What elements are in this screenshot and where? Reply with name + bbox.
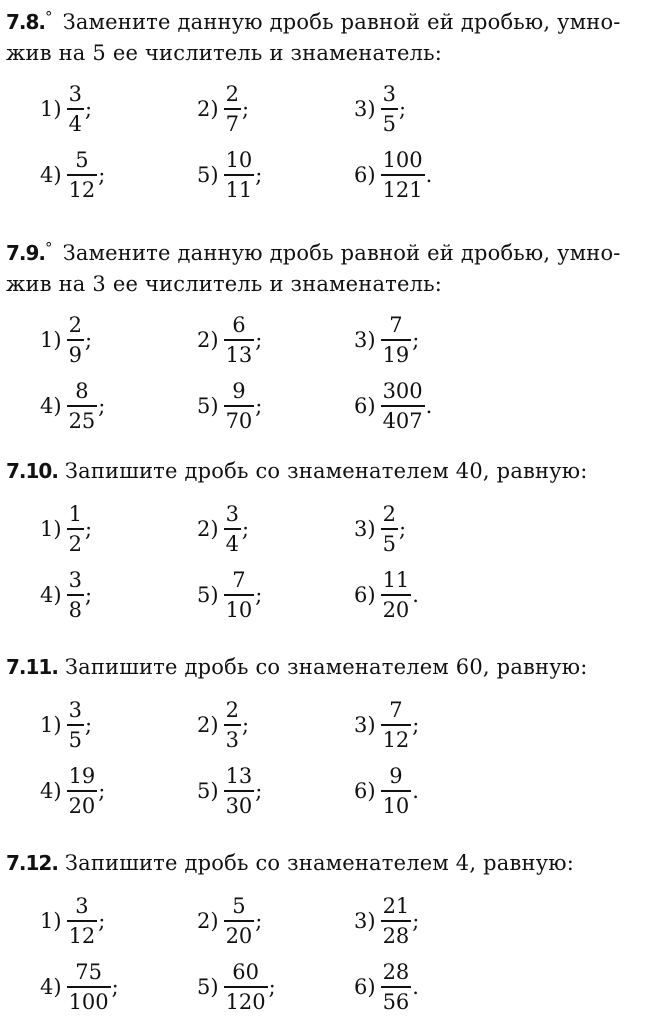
fraction: [381, 893, 412, 949]
item-label: 5): [197, 163, 219, 187]
fraction: [381, 312, 412, 368]
fraction: [224, 147, 255, 203]
problem-7-10: [0, 456, 666, 627]
denominator: 13: [225, 343, 253, 367]
denominator: 5: [382, 532, 396, 556]
denominator: 11: [225, 178, 253, 202]
fraction-grid: [0, 695, 666, 823]
problem-7-12: [0, 848, 666, 1019]
numerator: 21: [382, 894, 410, 918]
fraction: [67, 959, 111, 1015]
punctuation: .: [412, 583, 419, 607]
denominator: 5: [382, 112, 396, 136]
item-label: 1): [40, 97, 62, 121]
problem-statement: [0, 848, 666, 879]
punctuation: ;: [84, 328, 93, 352]
item-3: [354, 310, 419, 370]
numerator: 5: [75, 148, 89, 172]
item-3: [354, 499, 406, 559]
numerator: 5: [232, 894, 246, 918]
item-label: 4): [40, 583, 62, 607]
statement-line-1: Замените данную дробь равной ей дробью, умно-: [62, 10, 621, 34]
punctuation: ;: [255, 394, 263, 418]
numerator: 300: [382, 379, 423, 403]
item-label: 6): [354, 975, 376, 999]
punctuation: ;: [98, 909, 106, 933]
punctuation: ;: [111, 975, 119, 999]
item-2: [197, 79, 249, 139]
item-3: [354, 891, 419, 951]
difficulty-mark: °: [45, 239, 53, 257]
numerator: 6: [232, 313, 246, 337]
denominator: 28: [382, 924, 410, 948]
statement-line-1: Запишите дробь со знаменателем 4, равную:: [64, 851, 575, 875]
item-6: [354, 376, 432, 436]
item-2: [197, 499, 249, 559]
fraction: [381, 763, 412, 819]
item-label: 3): [354, 328, 376, 352]
fraction: [381, 378, 425, 434]
item-6: [354, 957, 419, 1017]
denominator: 4: [68, 112, 82, 136]
item-label: 1): [40, 328, 62, 352]
numerator: 3: [68, 82, 82, 106]
item-label: 5): [197, 779, 219, 803]
numerator: 2: [225, 82, 239, 106]
denominator: 56: [382, 990, 410, 1014]
denominator: 7: [225, 112, 239, 136]
punctuation: ;: [84, 713, 93, 737]
numerator: 2: [225, 698, 239, 722]
punctuation: ;: [255, 583, 263, 607]
statement-line-1: Запишите дробь со знаменателем 40, равную:: [64, 459, 588, 483]
item-3: [354, 695, 419, 755]
item-label: 6): [354, 163, 376, 187]
item-label: 2): [197, 97, 219, 121]
denominator: 5: [68, 728, 82, 752]
numerator: 7: [389, 313, 403, 337]
item-5: [197, 761, 262, 821]
punctuation: ;: [84, 517, 93, 541]
item-label: 2): [197, 517, 219, 541]
numerator: 3: [225, 502, 239, 526]
punctuation: ;: [268, 975, 276, 999]
numerator: 75: [75, 960, 102, 984]
numerator: 7: [389, 698, 403, 722]
punctuation: ;: [412, 713, 420, 737]
denominator: 3: [225, 728, 239, 752]
denominator: 2: [68, 532, 82, 556]
item-label: 5): [197, 975, 219, 999]
denominator: 20: [68, 794, 96, 818]
problem-statement: [0, 2, 666, 69]
item-1: [40, 310, 92, 370]
item-5: [197, 957, 276, 1017]
item-1: [40, 79, 92, 139]
problem-number: 7.11.: [6, 655, 58, 679]
punctuation: ;: [255, 328, 263, 352]
numerator: 13: [225, 764, 253, 788]
problem-number: 7.8.: [6, 10, 46, 34]
statement-line-1: Замените данную дробь равной ей дробью, умно-: [62, 241, 621, 265]
fraction: [224, 893, 255, 949]
denominator: 8: [68, 598, 82, 622]
item-6: [354, 761, 419, 821]
item-label: 5): [197, 394, 219, 418]
fraction: [224, 312, 255, 368]
denominator: 12: [68, 924, 96, 948]
fraction: [67, 81, 84, 137]
fraction: [224, 501, 241, 557]
denominator: 19: [382, 343, 410, 367]
fraction: [224, 81, 241, 137]
punctuation: ;: [398, 517, 407, 541]
item-label: 3): [354, 97, 376, 121]
problem-statement: [0, 652, 666, 683]
item-label: 3): [354, 909, 376, 933]
punctuation: .: [425, 394, 433, 418]
punctuation: ;: [398, 97, 407, 121]
problem-number: 7.10.: [6, 459, 58, 483]
punctuation: .: [412, 779, 419, 803]
fraction: [381, 567, 412, 623]
denominator: 10: [382, 794, 410, 818]
denominator: 100: [68, 990, 109, 1014]
item-5: [197, 376, 262, 436]
fraction: [67, 697, 84, 753]
denominator: 10: [225, 598, 253, 622]
numerator: 1: [68, 502, 82, 526]
denominator: 4: [225, 532, 239, 556]
punctuation: ;: [255, 779, 263, 803]
numerator: 11: [382, 568, 410, 592]
item-1: [40, 891, 105, 951]
fraction: [224, 763, 255, 819]
item-label: 2): [197, 328, 219, 352]
punctuation: .: [425, 163, 433, 187]
item-label: 4): [40, 975, 62, 999]
fraction: [381, 959, 412, 1015]
item-5: [197, 565, 262, 625]
numerator: 3: [68, 698, 82, 722]
numerator: 100: [382, 148, 423, 172]
fraction: [67, 501, 84, 557]
numerator: 3: [68, 568, 82, 592]
item-2: [197, 310, 262, 370]
statement-line-1: Запишите дробь со знаменателем 60, равную:: [64, 655, 588, 679]
fraction-grid: [0, 310, 666, 438]
punctuation: ;: [255, 909, 263, 933]
numerator: 9: [389, 764, 403, 788]
item-1: [40, 499, 92, 559]
denominator: 12: [382, 728, 410, 752]
item-4: [40, 145, 105, 205]
numerator: 3: [382, 82, 396, 106]
difficulty-mark: °: [45, 8, 53, 26]
numerator: 2: [68, 313, 82, 337]
denominator: 70: [225, 409, 253, 433]
fraction: [381, 697, 412, 753]
problem-7-11: [0, 652, 666, 823]
item-label: 1): [40, 909, 62, 933]
punctuation: ;: [98, 163, 106, 187]
punctuation: ;: [84, 97, 93, 121]
fraction: [224, 697, 241, 753]
fraction: [67, 763, 98, 819]
item-4: [40, 761, 105, 821]
fraction: [67, 147, 98, 203]
numerator: 3: [75, 894, 89, 918]
item-label: 2): [197, 713, 219, 737]
item-4: [40, 957, 119, 1017]
numerator: 9: [232, 379, 246, 403]
denominator: 120: [225, 990, 266, 1014]
item-3: [354, 79, 406, 139]
problem-number: 7.9.: [6, 241, 46, 265]
item-6: [354, 145, 432, 205]
fraction: [67, 893, 98, 949]
item-label: 4): [40, 394, 62, 418]
fraction: [67, 567, 84, 623]
fraction: [381, 147, 425, 203]
numerator: 60: [232, 960, 259, 984]
punctuation: ;: [412, 328, 420, 352]
fraction: [224, 378, 255, 434]
item-2: [197, 891, 262, 951]
denominator: 9: [68, 343, 82, 367]
fraction: [381, 501, 398, 557]
numerator: 19: [68, 764, 96, 788]
denominator: 20: [382, 598, 410, 622]
item-label: 4): [40, 779, 62, 803]
fraction: [381, 81, 398, 137]
numerator: 10: [225, 148, 253, 172]
problem-7-9: [0, 233, 666, 438]
punctuation: ;: [98, 394, 106, 418]
numerator: 8: [75, 379, 89, 403]
problem-statement: [0, 233, 666, 300]
punctuation: ;: [241, 517, 250, 541]
denominator: 20: [225, 924, 253, 948]
punctuation: ;: [255, 163, 263, 187]
fraction: [67, 312, 84, 368]
numerator: 28: [382, 960, 410, 984]
item-label: 3): [354, 517, 376, 541]
denominator: 25: [68, 409, 96, 433]
punctuation: ;: [412, 909, 420, 933]
punctuation: ;: [98, 779, 106, 803]
denominator: 407: [382, 409, 423, 433]
problem-number: 7.12.: [6, 851, 58, 875]
item-label: 6): [354, 394, 376, 418]
problem-statement: [0, 456, 666, 487]
item-label: 6): [354, 779, 376, 803]
item-4: [40, 565, 92, 625]
punctuation: ;: [241, 713, 250, 737]
item-label: 5): [197, 583, 219, 607]
item-label: 6): [354, 583, 376, 607]
punctuation: ;: [84, 583, 93, 607]
item-1: [40, 695, 92, 755]
fraction: [224, 567, 255, 623]
denominator: 12: [68, 178, 96, 202]
fraction-grid: [0, 79, 666, 207]
punctuation: .: [412, 975, 419, 999]
item-5: [197, 145, 262, 205]
item-6: [354, 565, 419, 625]
item-label: 4): [40, 163, 62, 187]
denominator: 30: [225, 794, 253, 818]
item-label: 3): [354, 713, 376, 737]
fraction: [67, 378, 98, 434]
punctuation: ;: [241, 97, 250, 121]
item-2: [197, 695, 249, 755]
denominator: 121: [382, 178, 423, 202]
statement-line-2: жив на 3 ее числитель и знаменатель:: [6, 272, 443, 296]
fraction-grid: [0, 499, 666, 627]
item-label: 1): [40, 517, 62, 541]
statement-line-2: жив на 5 ее числитель и знаменатель:: [6, 41, 443, 65]
numerator: 2: [382, 502, 396, 526]
item-label: 2): [197, 909, 219, 933]
problem-7-8: [0, 2, 666, 207]
fraction: [224, 959, 268, 1015]
numerator: 7: [232, 568, 246, 592]
item-label: 1): [40, 713, 62, 737]
fraction-grid: [0, 891, 666, 1019]
item-4: [40, 376, 105, 436]
